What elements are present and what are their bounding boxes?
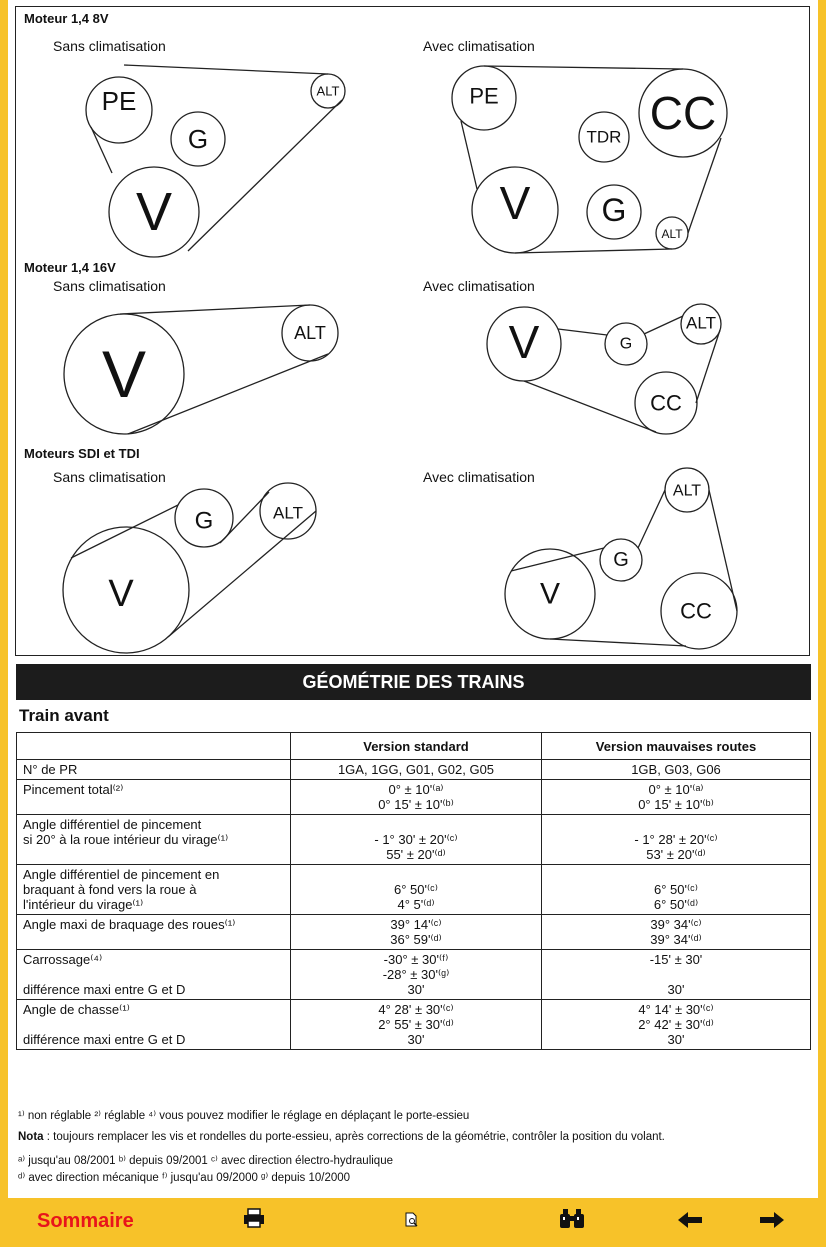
nota-text: : toujours remplacer les vis et rondelles du porte-essieu, après corrections de la géométrie, contrôler la position du volant.	[43, 1131, 665, 1143]
arrow-right-icon[interactable]	[760, 1212, 784, 1228]
row-label	[17, 815, 291, 865]
value-standard	[291, 760, 542, 780]
page-preview-icon[interactable]	[404, 1212, 420, 1228]
engine-title-1: Moteur 1,4 8V	[24, 11, 109, 26]
pulley-v-6: V	[539, 577, 561, 611]
pulley-g-4: G	[619, 335, 633, 353]
value-bad-roads-line: 53' ± 20'⁽ᵈ⁾	[646, 847, 706, 862]
value-standard-line: 0° ± 10'⁽ᵃ⁾	[388, 782, 444, 797]
label-no-ac-1: Sans climatisation	[53, 38, 166, 54]
pulley-g-2: G	[601, 192, 627, 228]
value-standard-line: 30'	[407, 1032, 425, 1047]
value-standard-line: 4° 5'⁽ᵈ⁾	[397, 897, 435, 912]
row-label-line: Angle différentiel de pincement	[23, 817, 202, 832]
value-bad-roads-line	[548, 817, 804, 832]
value-standard	[291, 815, 542, 865]
footer-nav	[0, 1198, 826, 1247]
footnote-3: ᵃ⁾ jusqu'au 08/2001 ᵇ⁾ depuis 09/2001 ᶜ⁾ avec direction électro-hydraulique	[18, 1155, 393, 1167]
arrow-left-icon[interactable]	[678, 1212, 702, 1228]
row-label-line: Pincement total⁽²⁾	[23, 782, 124, 797]
table-row	[17, 865, 811, 915]
value-standard	[291, 865, 542, 915]
pulley-alt-5: ALT	[273, 503, 303, 523]
row-label-line: Angle différentiel de pincement en	[23, 867, 220, 882]
pulley-g-6: G	[613, 549, 629, 571]
value-bad-roads-line	[548, 867, 804, 882]
value-standard	[291, 915, 542, 950]
value-standard-line: 39° 14'⁽ᶜ⁾	[390, 917, 442, 932]
table-row	[17, 915, 811, 950]
value-bad-roads	[542, 815, 811, 865]
pulley-g-1: G	[187, 124, 209, 154]
row-label-line: différence maxi entre G et D	[23, 1032, 186, 1047]
row-label-line: Angle maxi de braquage des roues⁽¹⁾	[23, 917, 236, 932]
table-header-bad-roads: Version mauvaises routes	[542, 733, 811, 760]
engine-title-3: Moteurs SDI et TDI	[24, 446, 140, 461]
table-header-row	[17, 733, 811, 760]
pulley-cc-6: CC	[680, 598, 712, 624]
footnote-1: ¹⁾ non réglable ²⁾ réglable ⁴⁾ vous pouvez modifier le réglage en déplaçant le porte-essieu	[18, 1110, 470, 1122]
nota-line	[18, 1131, 665, 1143]
row-label-line: différence maxi entre G et D	[23, 982, 186, 997]
belt-diagram-svg	[16, 7, 811, 657]
pulley-pe-2: PE	[469, 83, 499, 109]
label-ac-3: Avec climatisation	[423, 469, 535, 485]
value-standard-line: - 1° 30' ± 20'⁽ᶜ⁾	[374, 832, 458, 847]
row-label-line: Angle de chasse⁽¹⁾	[23, 1002, 130, 1017]
value-bad-roads-line: -15' ± 30'	[649, 952, 703, 967]
label-ac-2: Avec climatisation	[423, 278, 535, 294]
table-row	[17, 1000, 811, 1050]
pulley-tdr-2: TDR	[586, 127, 622, 147]
value-bad-roads-line: 2° 42' ± 30'⁽ᵈ⁾	[638, 1017, 714, 1032]
row-label	[17, 1000, 291, 1050]
value-bad-roads-line: - 1° 28' ± 20'⁽ᶜ⁾	[634, 832, 718, 847]
value-bad-roads	[542, 1000, 811, 1050]
label-ac-1: Avec climatisation	[423, 38, 535, 54]
row-label	[17, 760, 291, 780]
footnote-4: ᵈ⁾ avec direction mécanique ᶠ⁾ jusqu'au 09/2000 ᵍ⁾ depuis 10/2000	[18, 1172, 351, 1184]
value-bad-roads	[542, 950, 811, 1000]
value-standard-line: -30° ± 30'⁽ᶠ⁾	[383, 952, 449, 967]
section-banner: GÉOMÉTRIE DES TRAINS	[16, 664, 811, 700]
value-bad-roads	[542, 915, 811, 950]
row-label-line: l'intérieur du virage⁽¹⁾	[23, 897, 144, 912]
label-no-ac-3: Sans climatisation	[53, 469, 166, 485]
row-label	[17, 865, 291, 915]
value-bad-roads-line: 0° 15' ± 10'⁽ᵇ⁾	[638, 797, 714, 812]
pulley-cc-2: CC	[649, 87, 717, 139]
table-row	[17, 815, 811, 865]
table-header-standard: Version standard	[291, 733, 542, 760]
value-bad-roads-line: 1GB, G03, G06	[631, 762, 721, 777]
pulley-pe-1: PE	[101, 86, 137, 116]
value-standard	[291, 950, 542, 1000]
value-bad-roads	[542, 780, 811, 815]
geometry-table	[16, 732, 811, 1050]
section-title: Train avant	[19, 706, 109, 725]
value-bad-roads-line: 6° 50'⁽ᶜ⁾	[654, 882, 698, 897]
value-bad-roads	[542, 760, 811, 780]
engine-title-2: Moteur 1,4 16V	[24, 260, 116, 275]
binoculars-icon[interactable]	[558, 1208, 586, 1230]
row-label-line: si 20° à la roue intérieur du virage⁽¹⁾	[23, 832, 229, 847]
pulley-g-5: G	[194, 507, 214, 535]
row-label	[17, 950, 291, 1000]
value-standard-line: 4° 28' ± 30'⁽ᶜ⁾	[378, 1002, 454, 1017]
table-row	[17, 780, 811, 815]
pulley-v-4: V	[508, 316, 540, 368]
table-header-empty	[17, 733, 291, 760]
row-label-line	[23, 967, 284, 982]
value-standard-line: 55' ± 20'⁽ᵈ⁾	[386, 847, 446, 862]
table-row	[17, 760, 811, 780]
pulley-alt-6: ALT	[672, 482, 702, 500]
value-bad-roads-line: 4° 14' ± 30'⁽ᶜ⁾	[638, 1002, 714, 1017]
pulley-cc-4: CC	[650, 390, 682, 416]
sommaire-link[interactable]: Sommaire	[37, 1210, 134, 1232]
nota-label: Nota	[18, 1131, 44, 1143]
label-no-ac-2: Sans climatisation	[53, 278, 166, 294]
value-bad-roads-line: 6° 50'⁽ᵈ⁾	[653, 897, 699, 912]
value-bad-roads-line: 39° 34'⁽ᶜ⁾	[650, 917, 702, 932]
pulley-alt-2: ALT	[661, 227, 683, 241]
pulley-v-2: V	[499, 177, 531, 229]
row-label-line: N° de PR	[23, 762, 78, 777]
value-standard-line: 2° 55' ± 30'⁽ᵈ⁾	[378, 1017, 454, 1032]
value-bad-roads-line: 30'	[667, 982, 685, 997]
row-label	[17, 780, 291, 815]
value-standard-line: 36° 59'⁽ᵈ⁾	[390, 932, 442, 947]
pulley-v-3: V	[101, 337, 147, 411]
pulley-v-1: V	[135, 182, 173, 242]
page	[8, 0, 818, 1198]
value-standard-line	[297, 817, 535, 832]
value-standard-line	[297, 867, 535, 882]
value-standard-line: 1GA, 1GG, G01, G02, G05	[337, 762, 495, 777]
printer-icon[interactable]	[243, 1208, 265, 1228]
value-bad-roads-line: 0° ± 10'⁽ᵃ⁾	[648, 782, 704, 797]
pulley-alt-1: ALT	[316, 83, 340, 99]
row-label-line: Carrossage⁽⁴⁾	[23, 952, 103, 967]
pulley-alt-3: ALT	[294, 323, 326, 343]
row-label-line	[23, 1017, 284, 1032]
row-label	[17, 915, 291, 950]
value-standard	[291, 780, 542, 815]
value-bad-roads-line	[548, 967, 804, 982]
belt-diagrams-panel	[15, 6, 810, 656]
row-label-line: braquant à fond vers la roue à	[23, 882, 197, 897]
value-standard-line: 6° 50'⁽ᶜ⁾	[394, 882, 438, 897]
value-bad-roads-line: 30'	[667, 1032, 685, 1047]
value-standard	[291, 1000, 542, 1050]
value-standard-line: 30'	[407, 982, 425, 997]
pulley-alt-4: ALT	[686, 313, 716, 333]
value-standard-line: 0° 15' ± 10'⁽ᵇ⁾	[378, 797, 454, 812]
value-standard-line: -28° ± 30'⁽ᵍ⁾	[382, 967, 450, 982]
value-bad-roads	[542, 865, 811, 915]
pulley-v-5: V	[108, 573, 134, 615]
value-bad-roads-line: 39° 34'⁽ᵈ⁾	[650, 932, 702, 947]
table-row	[17, 950, 811, 1000]
